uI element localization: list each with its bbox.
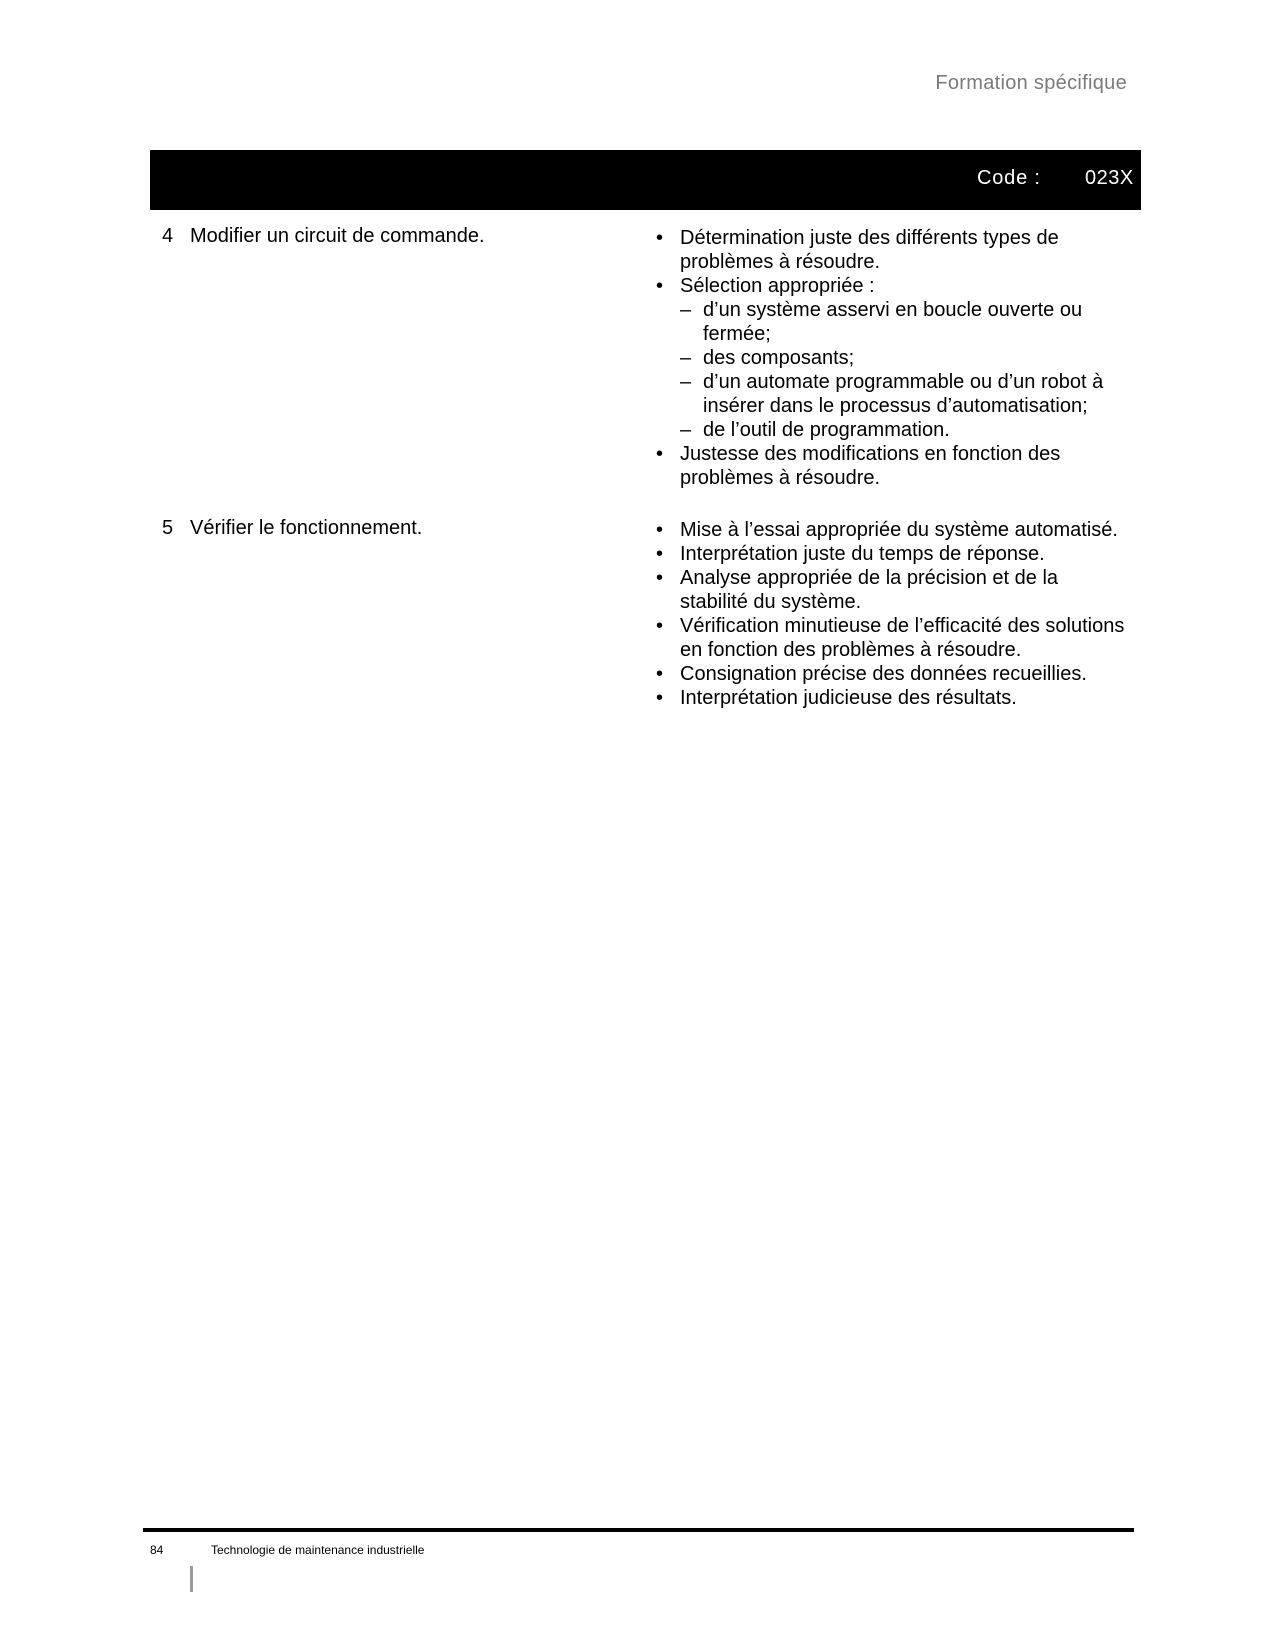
change-bar bbox=[190, 1566, 193, 1592]
criterion-item: • Consignation précise des données recueillies. bbox=[650, 662, 1130, 686]
footer-rule bbox=[143, 1528, 1134, 1532]
subcriterion-item: – des composants; bbox=[680, 346, 1130, 370]
element-number: 4 bbox=[162, 225, 174, 247]
competency-element bbox=[162, 516, 422, 540]
code-header-bar bbox=[150, 150, 1141, 210]
subcriteria-list bbox=[680, 298, 1130, 442]
criterion-item: • Interprétation judicieuse des résultats. bbox=[650, 686, 1130, 710]
criterion-item: • Vérification minutieuse de l’efficacité des solutions en fonction des problèmes à résoudre. bbox=[650, 614, 1130, 662]
criterion-item bbox=[650, 274, 1130, 442]
criterion-item: • Analyse appropriée de la précision et de la stabilité du système. bbox=[650, 566, 1130, 614]
criterion-text: Sélection appropriée : bbox=[680, 275, 875, 297]
running-header: Formation spécifique bbox=[935, 72, 1127, 94]
competency-element bbox=[162, 224, 485, 248]
element-number: 5 bbox=[162, 517, 174, 539]
element-text: Modifier un circuit de commande. bbox=[190, 225, 485, 247]
criterion-item: • Interprétation juste du temps de réponse. bbox=[650, 542, 1130, 566]
code-value: 023X bbox=[1085, 167, 1134, 189]
code-label: Code : bbox=[977, 167, 1041, 189]
criterion-item: • Justesse des modifications en fonction des problèmes à résoudre. bbox=[650, 442, 1130, 490]
criterion-item: • Détermination juste des différents types de problèmes à résoudre. bbox=[650, 226, 1130, 274]
subcriterion-item: – d’un automate programmable ou d’un robot à insérer dans le processus d’automatisation; bbox=[680, 370, 1130, 418]
element-text: Vérifier le fonctionnement. bbox=[190, 517, 423, 539]
performance-criteria-list bbox=[650, 518, 1130, 710]
subcriterion-item: – de l’outil de programmation. bbox=[680, 418, 1130, 442]
page-number: 84 bbox=[150, 1543, 164, 1557]
criterion-item: • Mise à l’essai appropriée du système automatisé. bbox=[650, 518, 1130, 542]
subcriterion-item: – d’un système asservi en boucle ouverte ou fermée; bbox=[680, 298, 1130, 346]
performance-criteria-list bbox=[650, 226, 1130, 490]
footer-document-title: Technologie de maintenance industrielle bbox=[211, 1543, 425, 1557]
